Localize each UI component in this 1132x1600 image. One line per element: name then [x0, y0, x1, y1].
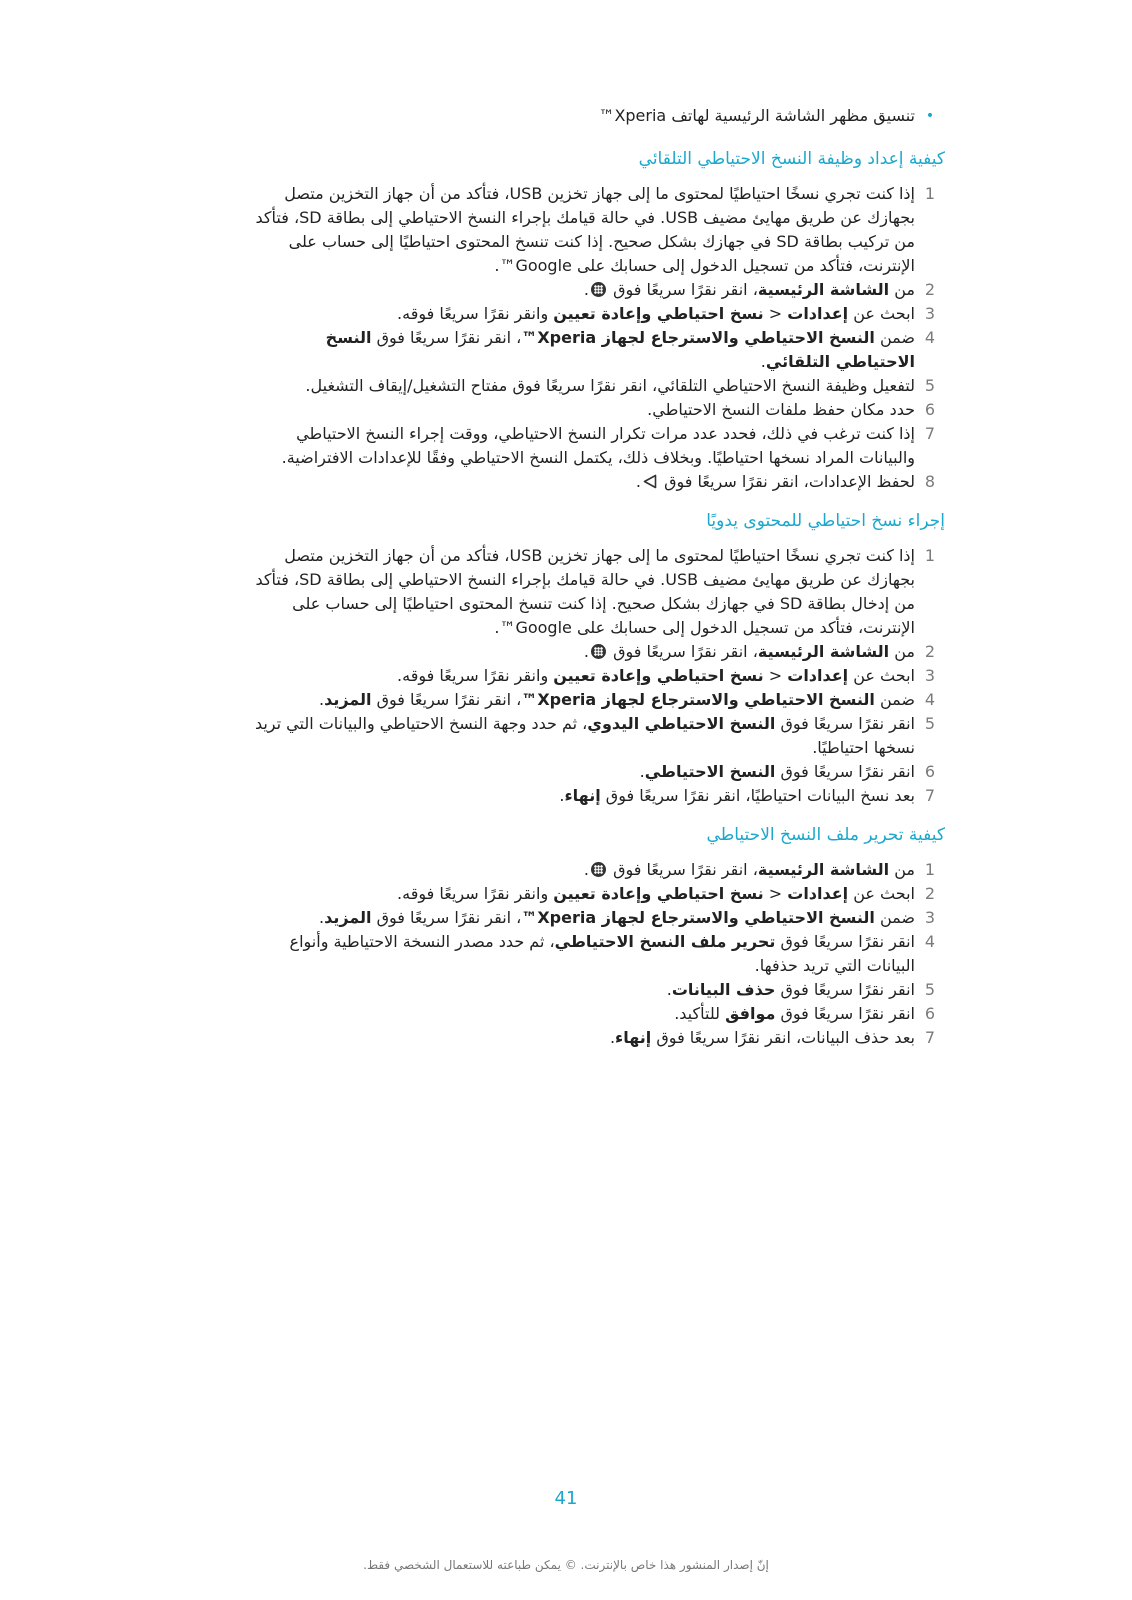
- step-number: 6: [924, 1004, 936, 1023]
- step-text: [250, 1026, 915, 1050]
- step-text-part: .: [583, 642, 590, 661]
- step-item: [250, 712, 945, 760]
- step-text-part: <: [763, 884, 788, 903]
- section-title: إجراء نسخ احتياطي للمحتوى يدويًا: [706, 511, 945, 531]
- step-text: [250, 302, 915, 326]
- step-item: [250, 182, 945, 278]
- step-text-part: ابحث عن: [848, 304, 915, 323]
- step-text-part: بعد حذف البيانات، انقر نقرًا سريعًا فوق: [651, 1028, 915, 1047]
- step-item: [250, 882, 945, 906]
- step-ui-term: المزيد: [324, 908, 372, 927]
- intro-bullet: [250, 104, 945, 132]
- back-triangle-icon: [643, 474, 657, 489]
- step-number: 5: [924, 980, 936, 999]
- step-ui-term: حذف البيانات: [671, 980, 776, 999]
- step-ui-term: تحرير ملف النسخ الاحتياطي: [554, 932, 776, 951]
- step-text-part: ، انقر نقرًا سريعًا فوق: [371, 690, 522, 709]
- step-text: [250, 422, 915, 470]
- step-text-part: ضمن: [874, 690, 915, 709]
- step-text-part: .: [318, 690, 325, 709]
- step-text-part: بعد نسخ البيانات احتياطيًا، انقر نقرًا سريعًا فوق: [600, 786, 915, 805]
- step-ui-term: إنهاء: [615, 1028, 652, 1047]
- step-text: [250, 278, 915, 302]
- apps-grid-icon: [591, 282, 606, 297]
- step-text-part: ، ثم حدد مصدر النسخة الاحتياطية وأنواع البيانات التي تريد حذفها.: [289, 932, 915, 975]
- step-number: 8: [924, 472, 936, 491]
- step-ui-term: إعدادات: [787, 666, 849, 685]
- step-text-part: .: [635, 472, 641, 491]
- step-text-part: انقر نقرًا سريعًا فوق: [775, 762, 915, 781]
- step-number: 5: [924, 714, 936, 733]
- step-item: [250, 374, 945, 398]
- step-text-part: .: [583, 860, 590, 879]
- step-ui-term: النسخ الاحتياطي والاسترجاع لجهاز Xperia™: [521, 690, 875, 709]
- step-item: [250, 760, 945, 784]
- step-text: [250, 978, 915, 1002]
- step-text-part: وانقر نقرًا سريعًا فوقه.: [397, 666, 554, 685]
- step-text: [250, 640, 915, 664]
- step-item: [250, 978, 945, 1002]
- step-text-part: ابحث عن: [848, 666, 915, 685]
- step-text-part: ، انقر نقرًا سريعًا فوق: [608, 860, 758, 879]
- step-text: [250, 784, 915, 808]
- step-number: 2: [924, 642, 936, 661]
- step-text-part: <: [763, 304, 788, 323]
- step-text: [250, 398, 915, 422]
- document-content: [250, 104, 945, 1050]
- step-text: [250, 930, 915, 978]
- step-number: 1: [924, 546, 936, 565]
- step-text-part: لحفظ الإعدادات، انقر نقرًا سريعًا فوق: [658, 472, 915, 491]
- step-text-part: .: [318, 908, 325, 927]
- step-text-part: إذا كنت تجري نسخًا احتياطيًا لمحتوى ما إلى جهاز تخزين USB، فتأكد من أن جهاز التخزين متصل بجهازك عن طريق مهايئ مضيف USB. في حالة قيامك بإجراء النسخ الاحتياطي إلى بطاقة SD، فتأكد من إدخال بطاقة SD في جهازك بشكل صحيح. إذا كنت تنسخ المحتوى احتياطيًا إلى حساب على الإنترنت، فتأكد من تسجيل الدخول إلى حسابك على Google™.: [255, 546, 915, 637]
- step-text-part: انقر نقرًا سريعًا فوق: [775, 980, 915, 999]
- step-text: [250, 882, 915, 906]
- step-item: [250, 302, 945, 326]
- step-text-part: حدد مكان حفظ ملفات النسخ الاحتياطي.: [647, 400, 915, 419]
- step-text: [250, 712, 915, 760]
- step-text-part: .: [583, 280, 590, 299]
- step-item: [250, 784, 945, 808]
- step-number: 4: [924, 690, 936, 709]
- step-item: [250, 326, 945, 374]
- step-text-part: من: [889, 860, 915, 879]
- step-item: [250, 688, 945, 712]
- step-text-part: .: [666, 980, 672, 999]
- steps-list: [250, 182, 945, 494]
- step-number: 6: [924, 400, 936, 419]
- steps-list: [250, 544, 945, 808]
- step-text: [250, 858, 915, 882]
- step-text: [250, 906, 915, 930]
- step-text: [250, 664, 915, 688]
- page-number: 41: [554, 1488, 578, 1509]
- step-text-part: انقر نقرًا سريعًا فوق: [775, 1004, 915, 1023]
- step-text-part: انقر نقرًا سريعًا فوق: [775, 932, 915, 951]
- step-ui-term: نسخ احتياطي وإعادة تعيين: [553, 884, 764, 903]
- step-number: 1: [924, 184, 936, 203]
- step-item: [250, 470, 945, 494]
- step-text-part: من: [889, 280, 915, 299]
- step-text: [250, 182, 915, 278]
- apps-grid-icon: [591, 862, 606, 877]
- step-item: [250, 1026, 945, 1050]
- step-ui-term: الشاشة الرئيسية: [757, 280, 890, 299]
- step-ui-term: نسخ احتياطي وإعادة تعيين: [553, 666, 764, 685]
- step-text-part: ضمن: [874, 328, 915, 347]
- step-text-part: لتفعيل وظيفة النسخ الاحتياطي التلقائي، انقر نقرًا سريعًا فوق مفتاح التشغيل/إيقاف التشغيل.: [305, 376, 915, 395]
- step-text-part: ضمن: [874, 908, 915, 927]
- step-item: [250, 640, 945, 664]
- step-text-part: ، انقر نقرًا سريعًا فوق: [608, 280, 758, 299]
- step-text-part: .: [609, 1028, 616, 1047]
- step-text-part: ابحث عن: [848, 884, 915, 903]
- step-text-part: من: [889, 642, 915, 661]
- section-title: كيفية تحرير ملف النسخ الاحتياطي: [706, 825, 945, 845]
- step-item: [250, 930, 945, 978]
- step-text-part: ، انقر نقرًا سريعًا فوق: [371, 328, 522, 347]
- step-item: [250, 858, 945, 882]
- step-text-part: انقر نقرًا سريعًا فوق: [775, 714, 915, 733]
- step-ui-term: الشاشة الرئيسية: [757, 860, 890, 879]
- step-text: [250, 470, 915, 494]
- step-ui-term: النسخ الاحتياطي: [644, 762, 776, 781]
- footer-note: إنّ إصدار المنشور هذا خاص بالإنترنت. © يمكن طباعته للاستعمال الشخصي فقط.: [363, 1558, 769, 1572]
- bullet-dot-icon: •: [925, 108, 935, 124]
- step-number: 3: [924, 908, 936, 927]
- steps-list: [250, 858, 945, 1050]
- step-ui-term: النسخ الاحتياطي اليدوي: [587, 714, 776, 733]
- step-text: [250, 760, 915, 784]
- step-ui-term: موافق: [725, 1004, 776, 1023]
- step-item: [250, 544, 945, 640]
- step-ui-term: النسخ الاحتياطي والاسترجاع لجهاز Xperia™: [521, 328, 875, 347]
- step-number: 1: [924, 860, 936, 879]
- step-text-part: ، انقر نقرًا سريعًا فوق: [608, 642, 758, 661]
- step-ui-term: النسخ الاحتياطي والاسترجاع لجهاز Xperia™: [521, 908, 875, 927]
- step-number: 6: [924, 762, 936, 781]
- step-text-part: وانقر نقرًا سريعًا فوقه.: [397, 884, 554, 903]
- step-number: 5: [924, 376, 936, 395]
- step-text-part: .: [559, 786, 565, 805]
- intro-bullet-text: تنسيق مظهر الشاشة الرئيسية لهاتف Xperia™: [598, 106, 915, 125]
- step-text-part: وانقر نقرًا سريعًا فوقه.: [397, 304, 554, 323]
- step-number: 7: [924, 1028, 936, 1047]
- step-text-part: <: [763, 666, 788, 685]
- step-item: [250, 906, 945, 930]
- step-item: [250, 1002, 945, 1026]
- step-text: [250, 374, 915, 398]
- step-item: [250, 398, 945, 422]
- step-number: 7: [924, 424, 936, 443]
- step-ui-term: إعدادات: [787, 884, 849, 903]
- step-text-part: إذا كنت تجري نسخًا احتياطيًا لمحتوى ما إلى جهاز تخزين USB، فتأكد من أن جهاز التخزين متصل بجهازك عن طريق مهايئ مضيف USB. في حالة قيامك بإجراء النسخ الاحتياطي إلى بطاقة SD، فتأكد من تركيب بطاقة SD في جهازك بشكل صحيح. إذا كنت تنسخ المحتوى احتياطيًا إلى حساب على الإنترنت، فتأكد من تسجيل الدخول إلى حسابك على Google™.: [255, 184, 915, 275]
- sections-container: [250, 146, 945, 1050]
- section-title: كيفية إعداد وظيفة النسخ الاحتياطي التلقائي: [638, 149, 945, 169]
- step-text-part: إذا كنت ترغب في ذلك، فحدد عدد مرات تكرار النسخ الاحتياطي، ووقت إجراء النسخ الاحتياطي والبيانات المراد نسخها احتياطيًا. وبخلاف ذلك، يكتمل النسخ الاحتياطي وفقًا للإعدادات الافتراضية.: [281, 424, 915, 467]
- step-text: [250, 544, 915, 640]
- step-text-part: ، انقر نقرًا سريعًا فوق: [371, 908, 522, 927]
- step-text-part: .: [639, 762, 645, 781]
- step-ui-term: المزيد: [324, 690, 372, 709]
- step-number: 3: [924, 666, 936, 685]
- step-ui-term: النسخ الاحتياطي التلقائي: [325, 328, 915, 371]
- step-text: [250, 1002, 915, 1026]
- step-text-part: ، ثم حدد وجهة النسخ الاحتياطي والبيانات التي تريد نسخها احتياطيًا.: [254, 714, 915, 757]
- step-item: [250, 664, 945, 688]
- step-text: [250, 326, 915, 374]
- step-number: 4: [924, 932, 936, 951]
- step-ui-term: الشاشة الرئيسية: [757, 642, 890, 661]
- step-item: [250, 278, 945, 302]
- step-number: 7: [924, 786, 936, 805]
- step-item: [250, 422, 945, 470]
- apps-grid-icon: [591, 644, 606, 659]
- step-number: 4: [924, 328, 936, 347]
- step-ui-term: إعدادات: [787, 304, 849, 323]
- step-number: 2: [924, 280, 936, 299]
- step-number: 3: [924, 304, 936, 323]
- step-text-part: .: [760, 352, 766, 371]
- step-text-part: للتأكيد.: [674, 1004, 726, 1023]
- step-ui-term: إنهاء: [564, 786, 601, 805]
- step-number: 2: [924, 884, 936, 903]
- step-text: [250, 688, 915, 712]
- step-ui-term: نسخ احتياطي وإعادة تعيين: [553, 304, 764, 323]
